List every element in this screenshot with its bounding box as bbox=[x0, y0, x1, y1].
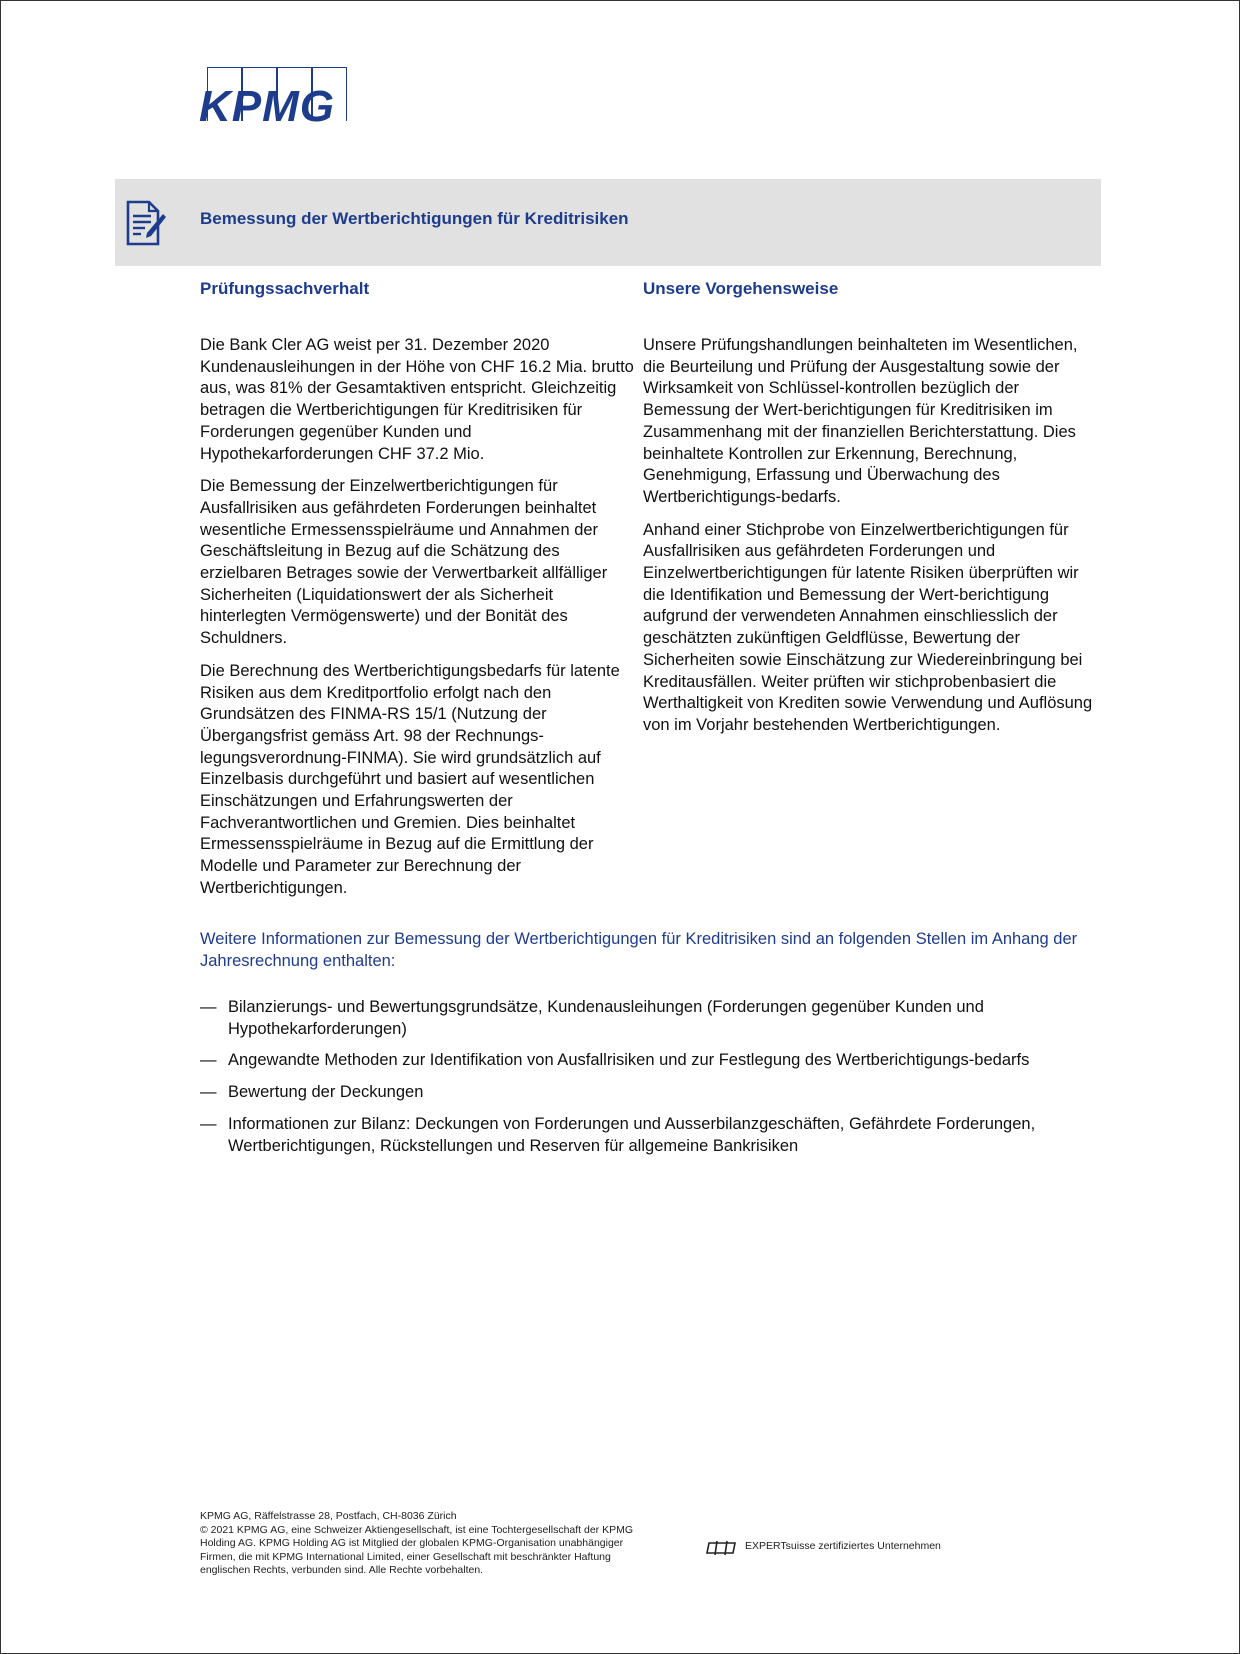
footer-legal bbox=[200, 1510, 660, 1578]
document-edit-icon bbox=[125, 194, 167, 248]
certification bbox=[703, 1537, 1023, 1559]
list-item-text: Informationen zur Bilanz: Deckungen von Forderungen und Ausserbilanzgeschäften, Gefährdete Forderungen, Wertberichtigungen, Rückstellungen und Reserven für allgemeine Bankrisiken bbox=[228, 1114, 1036, 1155]
footer-legal-text: © 2021 KPMG AG, eine Schweizer Aktiengesellschaft, ist eine Tochtergesellschaft der KPMG Holding AG. KPMG Holding AG ist Mitglied der globalen KPMG-Organisation unabhängiger Firmen, die mit KPMG International Limited, einer Gesellschaft mit beschränkter Haftung englischen Rechts, verbunden sind. Alle Rechte vorbehalten. bbox=[200, 1523, 634, 1576]
kpmg-logo bbox=[199, 67, 349, 131]
paragraph: Anhand einer Stichprobe von Einzelwertberichtigungen für Ausfallrisiken aus gefährdeten Forderungen und Einzelwertberichtigungen für latente Risiken überprüften wir die Identifikation und Bemessung der Wert-berichtigung aufgrund der verwendeten Annahmen einschliesslich der geschätzten zukünftigen Geldflüsse, Bewertung der Sicherheiten sowie Einschätzung zur Wiedereinbringung bei Kreditausfällen. Weiter prüften wir stichprobenbasiert die Werthaltigkeit von Krediten sowie Verwendung und Auflösung von im Vorjahr bestehenden Wertberichtigungen. bbox=[643, 520, 1093, 734]
list-item-text: Bilanzierungs- und Bewertungsgrundsätze, Kundenausleihungen (Forderungen gegenüber Kunden und Hypothekarforderungen) bbox=[228, 998, 984, 1038]
list-item bbox=[200, 1082, 1100, 1104]
left-column-heading: Prüfungssachverhalt bbox=[200, 279, 370, 298]
list-item-text: Bewertung der Deckungen bbox=[228, 1083, 424, 1102]
list-dash: — bbox=[200, 1051, 217, 1070]
list-dash: — bbox=[200, 1083, 217, 1102]
logo-text: KPMG bbox=[199, 82, 335, 131]
reference-list bbox=[200, 997, 1100, 1167]
list-item bbox=[200, 1114, 1100, 1157]
certification-text: EXPERTsuisse zertifiziertes Unternehmen bbox=[745, 1540, 941, 1552]
paragraph: Unsere Prüfungshandlungen beinhalteten im Wesentlichen, die Beurteilung und Prüfung der Ausgestaltung sowie der Wirksamkeit von Schlüssel-kontrollen bezüglich der Bemessung der Wert-berichtigungen für Kreditrisiken im Zusammenhang mit der finanziellen Berichterstattung. Dies beinhaltete Kontrollen zur Erkennung, Berechnung, Genehmigung, Erfassung und Überwachung des Wertberichtigungs-bedarfs. bbox=[643, 336, 1078, 506]
paragraph: Die Bank Cler AG weist per 31. Dezember 2020 Kundenausleihungen in der Höhe von CHF 16.2 Mia. brutto aus, was 81% der Gesamtaktiven entspricht. Gleichzeitig betragen die Wertberichtigungen für Kreditrisiken für Forderungen gegenüber Kunden und Hypothekarforderungen CHF 37.2 Mio. bbox=[200, 336, 634, 463]
left-column bbox=[200, 335, 640, 911]
banner-title: Bemessung der Wertberichtigungen für Kreditrisiken bbox=[200, 209, 629, 228]
expertsuisse-logo-icon bbox=[705, 1540, 739, 1556]
section-banner bbox=[115, 179, 1101, 266]
right-column bbox=[643, 335, 1093, 748]
right-column-heading: Unsere Vorgehensweise bbox=[643, 279, 839, 298]
list-item bbox=[200, 997, 1100, 1040]
further-information: Weitere Informationen zur Bemessung der Wertberichtigungen für Kreditrisiken sind an folgenden Stellen im Anhang der Jahresrechnung enthalten: bbox=[200, 930, 1078, 970]
list-item bbox=[200, 1050, 1100, 1072]
list-dash: — bbox=[200, 1114, 217, 1133]
footer-address: KPMG AG, Räffelstrasse 28, Postfach, CH-8036 Zürich bbox=[200, 1510, 457, 1522]
list-item-text: Angewandte Methoden zur Identifikation von Ausfallrisiken und zur Festlegung des Wertberichtigungs-bedarfs bbox=[228, 1051, 1030, 1070]
paragraph: Die Bemessung der Einzelwertberichtigungen für Ausfallrisiken aus gefährdeten Forderungen beinhaltet wesentliche Ermessensspielräume und Annahmen der Geschäftsleitung in Bezug auf die Schätzung des erzielbaren Betrages sowie der Verwertbarkeit allfälliger Sicherheiten (Liquidationswert der als Sicherheit hinterlegten Vermögenswerte) und der Bonität des Schuldners. bbox=[200, 477, 608, 648]
list-dash: — bbox=[200, 998, 217, 1016]
paragraph: Die Berechnung des Wertberichtigungsbedarfs für latente Risiken aus dem Kreditportfolio erfolgt nach den Grundsätzen des FINMA-RS 15/1 (Nutzung der Übergangsfrist gemäss Art. 98 der Rechnungs-legungsverordnung-FINMA). Sie wird grundsätzlich auf Einzelbasis durchgeführt und basiert auf wesentlichen Einschätzungen und Erfahrungswerten der Fachverantwortlichen und Gremien. Dies beinhaltet Ermessensspielräume in Bezug auf die Ermittlung der Modelle und Parameter zur Berechnung der Wertberichtigungen. bbox=[200, 661, 620, 897]
